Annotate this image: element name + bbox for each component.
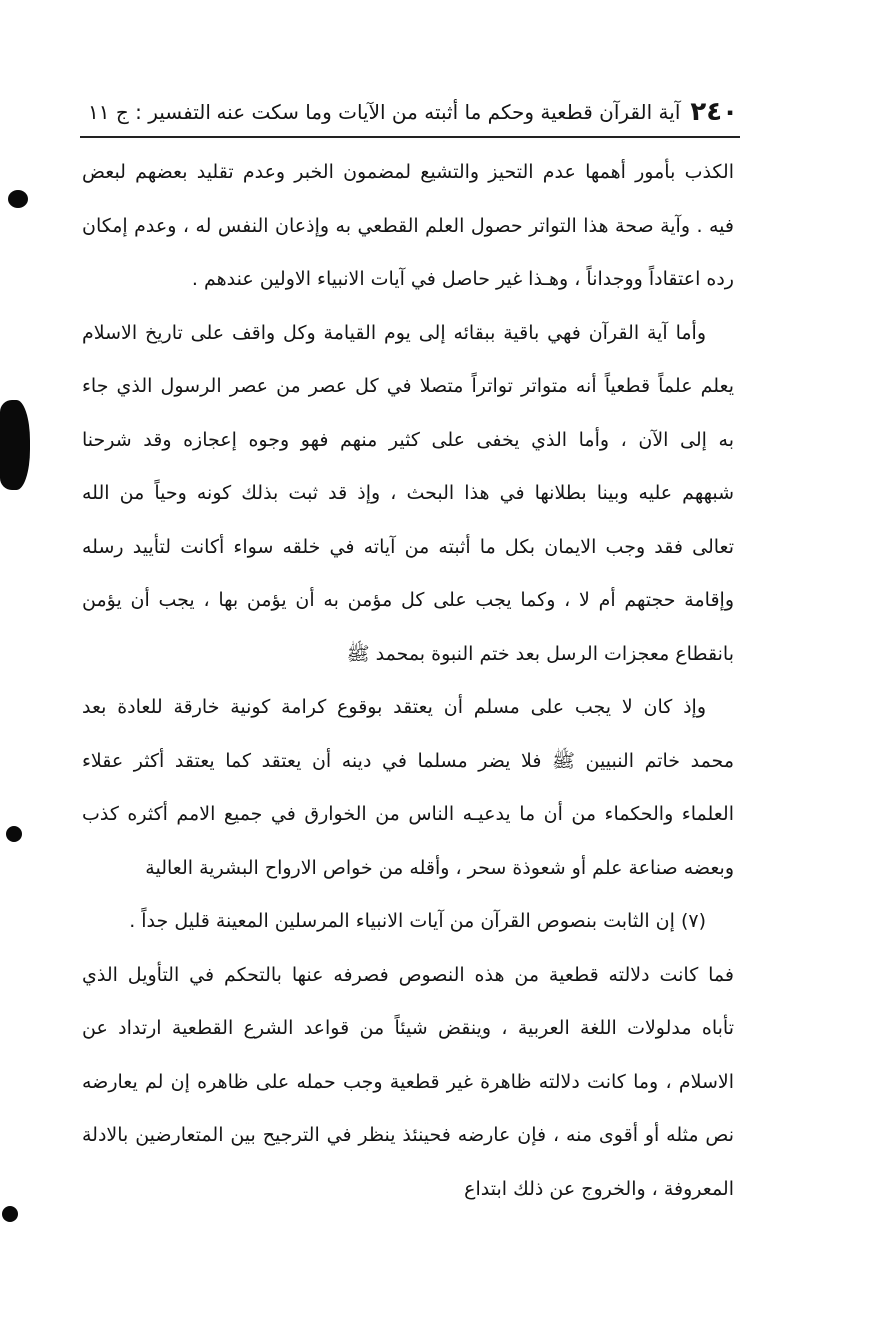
page-body (82, 146, 734, 1206)
running-header (88, 86, 738, 126)
header-title: آية القرآن قطعية وحكم ما أثبته من الآيات وما سكت عنه (216, 100, 681, 124)
text-line: رده اعتقاداً ووجداناً ، وهـذا غير حاصل في آيات الانبياء الاولين عندهم . (191, 268, 734, 290)
text-line: فما كانت دلالته قطعية من هذه النصوص فصرفه عنها بالتحكم في التأويل الذي (82, 963, 734, 986)
text-line: الكذب بأمور أهمها عدم التحيز والتشيع لمضمون الخبر وعدم تقليد بعضهم لبعض (82, 161, 734, 183)
text-line: تأباه مدلولات اللغة العربية ، وينقض شيئاً من قواعد الشرع القطعية ارتداد عن (82, 1017, 734, 1039)
text-line: فيه . وآية صحة هذا التواتر حصول العلم القطعي به وإذعان النفس له ، وعدم إمكان (82, 214, 734, 237)
text-line: بانقطاع معجزات الرسل بعد ختم النبوة بمحمد ﷺ (346, 642, 734, 665)
text-line: شبههم عليه وبينا بطلانها في هذا البحث ، وإذ قد ثبت بذلك كونه وحياً من الله (82, 482, 734, 504)
text-line: وإذ كان لا يجب على مسلم أن يعتقد بوقوع كرامة كونية خارقة للعادة بعد (82, 696, 706, 718)
text-line: (٧) إن الثابت بنصوص القرآن من آيات الانبياء المرسلين المعينة قليل جداً . (129, 910, 706, 932)
text-line: نص مثله أو أقوى منه ، فإن عارضه فحينئذ ينظر في الترجيح بين المتعارضين بالادلة (82, 1124, 734, 1146)
scan-smudge (0, 400, 30, 490)
scan-smudge (6, 826, 22, 842)
text-line: وبعضه صناعة علم أو شعوذة سحر ، وأقله من خواص الارواح البشرية العالية (145, 856, 734, 879)
header-part: التفسير : ج ١١ (88, 100, 211, 124)
scan-smudge (2, 1206, 18, 1222)
text-line: المعروفة ، والخروج عن ذلك ابتداع (464, 1177, 734, 1200)
text-line: يعلم علماً قطعياً أنه متواتر تواتراً متصلا في كل عصر من عصر الرسول الذي جاء (82, 375, 734, 397)
text-line: الاسلام ، وما كانت دلالته ظاهرة غير قطعية وجب حمله على ظاهره إن لم يعارضه (82, 1070, 734, 1093)
text-line: وإقامة حجتهم أم لا ، وكما يجب على كل مؤمن به أن يؤمن بها ، يجب أن يؤمن (82, 589, 734, 611)
scan-smudge (8, 190, 28, 208)
text-line: وأما آية القرآن فهي باقية ببقائه إلى يوم القيامة وكل واقف على تاريخ الاسلام (82, 321, 706, 344)
text-line: تعالى فقد وجب الايمان بكل ما أثبته من آياته في خلقه سواء أكانت لتأييد رسله (82, 535, 734, 558)
text-line: به إلى الآن ، وأما الذي يخفى على كثير منهم فهو وجوه إعجازه وقد شرحنا (82, 428, 734, 451)
text-line: العلماء والحكماء من أن ما يدعيـه الناس من الخوارق في جميع الامم أكثره كذب (82, 803, 734, 825)
header-rule (80, 136, 740, 138)
text-line: محمد خاتم النبيين ﷺ فلا يضر مسلما في دينه أن يعتقد كما يعتقد أكثر عقلاء (82, 749, 734, 772)
page-number: ٢٤٠ (690, 97, 738, 126)
